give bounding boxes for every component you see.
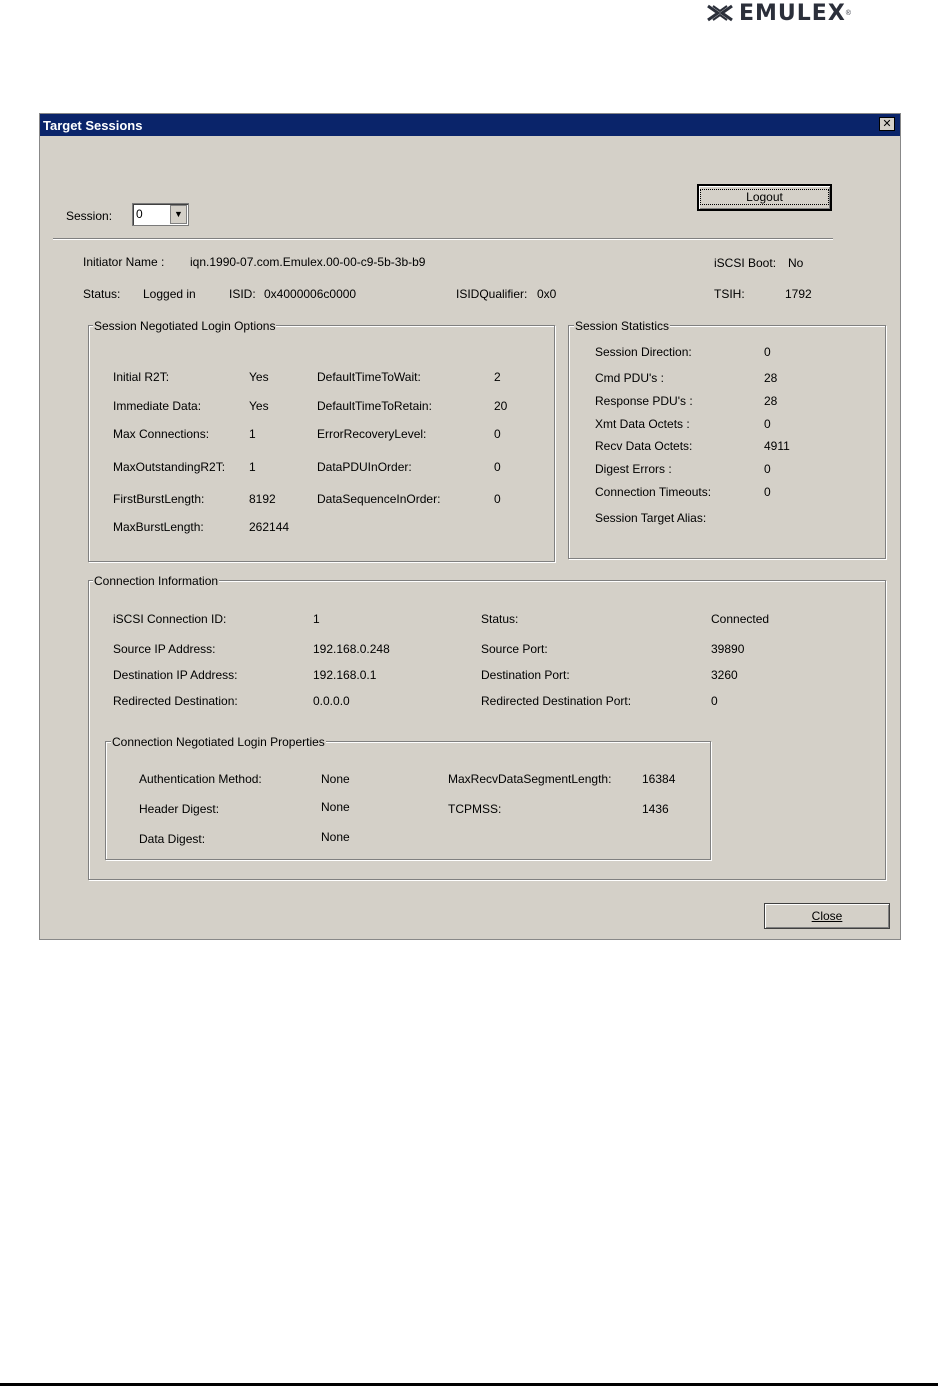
stat-value: 28 bbox=[764, 394, 778, 408]
option-value: 0 bbox=[494, 492, 501, 506]
prop-value: None bbox=[321, 772, 350, 786]
status-label: Status: bbox=[83, 287, 121, 301]
option-value: Yes bbox=[249, 370, 269, 384]
prop-label: Header Digest: bbox=[139, 802, 220, 816]
conn-value: 3260 bbox=[711, 668, 738, 682]
divider bbox=[53, 238, 833, 240]
iscsi-boot-value: No bbox=[788, 256, 804, 270]
emulex-logo bbox=[707, 0, 851, 26]
initiator-label: Initiator Name : bbox=[83, 255, 165, 269]
prop-value: 16384 bbox=[642, 772, 676, 786]
stat-label: Response PDU's : bbox=[595, 394, 693, 408]
option-label: DefaultTimeToWait: bbox=[317, 370, 421, 384]
conn-value: 0 bbox=[711, 694, 718, 708]
option-value: 262144 bbox=[249, 520, 290, 534]
option-label: MaxBurstLength: bbox=[113, 520, 204, 534]
conn-label: Destination IP Address: bbox=[113, 668, 238, 682]
connection-info-title: Connection Information bbox=[94, 574, 219, 588]
emulex-mark-icon bbox=[707, 3, 733, 23]
option-label: DataSequenceInOrder: bbox=[317, 492, 441, 506]
isid-label: ISID: bbox=[229, 287, 256, 301]
page-footer-rule bbox=[0, 1383, 938, 1386]
option-value: 1 bbox=[249, 427, 256, 441]
registered-mark: ® bbox=[845, 9, 851, 17]
prop-value: None bbox=[321, 800, 350, 814]
conn-value: 39890 bbox=[711, 642, 745, 656]
login-options-title: Session Negotiated Login Options bbox=[94, 319, 276, 333]
stat-value: 4911 bbox=[764, 439, 790, 453]
stat-label: Connection Timeouts: bbox=[595, 485, 712, 499]
option-label: FirstBurstLength: bbox=[113, 492, 205, 506]
conn-label: iSCSI Connection ID: bbox=[113, 612, 227, 626]
stat-value: 0 bbox=[764, 417, 771, 431]
conn-value: 1 bbox=[313, 612, 320, 626]
prop-value: 1436 bbox=[642, 802, 669, 816]
conn-value: 0.0.0.0 bbox=[313, 694, 350, 708]
option-label: Max Connections: bbox=[113, 427, 210, 441]
option-value: 0 bbox=[494, 460, 501, 474]
prop-label: Authentication Method: bbox=[139, 772, 262, 786]
close-button[interactable] bbox=[764, 903, 890, 929]
tsih-label: TSIH: bbox=[714, 287, 745, 301]
option-value: 8192 bbox=[249, 492, 276, 506]
prop-label: MaxRecvDataSegmentLength: bbox=[448, 772, 612, 786]
option-label: DefaultTimeToRetain: bbox=[317, 399, 432, 413]
initiator-value: iqn.1990-07.com.Emulex.00-00-c9-5b-3b-b9 bbox=[190, 255, 426, 269]
option-value: 1 bbox=[249, 460, 256, 474]
prop-label: TCPMSS: bbox=[448, 802, 502, 816]
stat-label: Recv Data Octets: bbox=[595, 439, 693, 453]
isid-qualifier-value: 0x0 bbox=[537, 287, 557, 301]
stat-label: Digest Errors : bbox=[595, 462, 672, 476]
isid-qualifier-label: ISIDQualifier: bbox=[456, 287, 528, 301]
conn-value: 192.168.0.248 bbox=[313, 642, 390, 656]
conn-label: Source Port: bbox=[481, 642, 548, 656]
target-sessions-dialog bbox=[39, 113, 901, 940]
prop-value: None bbox=[321, 830, 350, 844]
close-label: Close bbox=[811, 909, 843, 923]
option-value: 0 bbox=[494, 427, 501, 441]
logout-button[interactable] bbox=[697, 184, 832, 211]
dialog-title: Target Sessions bbox=[43, 118, 143, 133]
isid-value: 0x4000006c0000 bbox=[264, 287, 357, 301]
stat-label: Xmt Data Octets : bbox=[595, 417, 690, 431]
close-icon[interactable]: ✕ bbox=[879, 117, 895, 131]
conn-value: Connected bbox=[711, 612, 770, 626]
option-label: MaxOutstandingR2T: bbox=[113, 460, 226, 474]
conn-props-title: Connection Negotiated Login Properties bbox=[112, 735, 325, 749]
conn-label: Redirected Destination Port: bbox=[481, 694, 632, 708]
logout-label: Logout bbox=[700, 189, 829, 205]
session-select[interactable] bbox=[132, 203, 189, 226]
option-value: Yes bbox=[249, 399, 269, 413]
option-label: Initial R2T: bbox=[113, 370, 170, 384]
iscsi-boot-label: iSCSI Boot: bbox=[714, 256, 777, 270]
prop-label: Data Digest: bbox=[139, 832, 206, 846]
stat-value: 28 bbox=[764, 371, 778, 385]
option-label: Immediate Data: bbox=[113, 399, 202, 413]
conn-label: Redirected Destination: bbox=[113, 694, 238, 708]
conn-label: Source IP Address: bbox=[113, 642, 216, 656]
option-value: 20 bbox=[494, 399, 508, 413]
stat-value: 0 bbox=[764, 345, 771, 359]
logo-text: EMULEX bbox=[739, 0, 846, 26]
stat-label: Cmd PDU's : bbox=[595, 371, 664, 385]
chevron-down-icon[interactable]: ▼ bbox=[170, 205, 187, 224]
title-bar[interactable] bbox=[40, 114, 900, 136]
option-value: 2 bbox=[494, 370, 501, 384]
stat-label: Session Target Alias: bbox=[595, 511, 707, 525]
stat-value: 0 bbox=[764, 485, 771, 499]
status-value: Logged in bbox=[143, 287, 196, 301]
option-label: ErrorRecoveryLevel: bbox=[317, 427, 427, 441]
stat-label: Session Direction: bbox=[595, 345, 692, 359]
conn-value: 192.168.0.1 bbox=[313, 668, 377, 682]
session-value: 0 bbox=[136, 207, 143, 221]
option-label: DataPDUInOrder: bbox=[317, 460, 412, 474]
tsih-value: 1792 bbox=[785, 287, 812, 301]
session-statistics-title: Session Statistics bbox=[575, 319, 670, 333]
session-label: Session: bbox=[66, 209, 113, 223]
conn-label: Destination Port: bbox=[481, 668, 570, 682]
stat-value: 0 bbox=[764, 462, 771, 476]
conn-label: Status: bbox=[481, 612, 519, 626]
